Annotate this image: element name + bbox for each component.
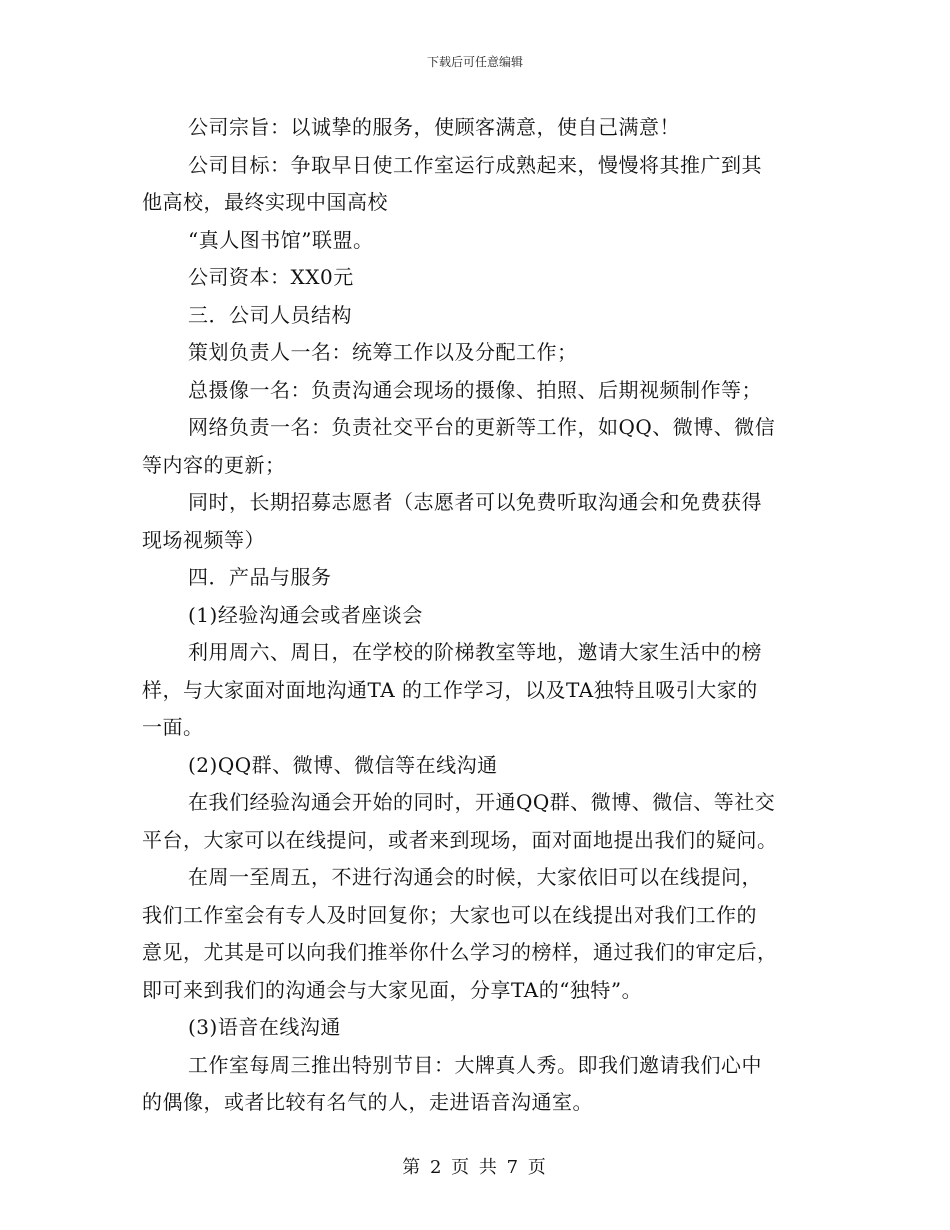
- text-line: (3)语音在线沟通: [188, 1015, 341, 1039]
- document-body: [142, 109, 808, 1122]
- text-line: “真人图书馆”联盟。: [188, 227, 374, 252]
- text-line: 策划负责人一名：统筹工作以及分配工作；: [188, 340, 578, 364]
- text-line: 网络负责一名：负责社交平台的更新等工作，如QQ、微博、微信: [188, 415, 776, 439]
- text-line: 利用周六、周日，在学校的阶梯教室等地，邀请大家生活中的榜: [188, 640, 762, 664]
- text-line: 公司资本：XX0元: [188, 265, 354, 289]
- text-line: 他高校，最终实现中国高校: [142, 190, 388, 214]
- page-footer: 第 2 页 共 7 页: [402, 1157, 548, 1178]
- text-line: 现场视频等）: [142, 527, 265, 552]
- text-line: 总摄像一名：负责沟通会现场的摄像、拍照、后期视频制作等；: [188, 377, 762, 402]
- text-line: 三．公司人员结构: [188, 302, 352, 327]
- text-line: 我们工作室会有专人及时回复你；大家也可以在线提出对我们工作的: [142, 902, 757, 927]
- text-line: 等内容的更新；: [142, 452, 286, 477]
- text-line: 样，与大家面对面地沟通TA 的工作学习，以及TA独特且吸引大家的: [142, 677, 758, 702]
- text-line: 意见，尤其是可以向我们推举你什么学习的榜样，通过我们的审定后，: [142, 940, 778, 964]
- text-line: (1)经验沟通会或者座谈会: [188, 602, 423, 627]
- text-line: 平台，大家可以在线提问，或者来到现场，面对面地提出我们的疑问。: [142, 827, 778, 852]
- page-header: 下载后可任意编辑: [426, 55, 523, 69]
- text-line: 公司宗旨：以诚挚的服务，使顾客满意，使自己满意！: [188, 115, 680, 139]
- text-line: 在我们经验沟通会开始的同时，开通QQ群、微博、微信、等社交: [188, 790, 776, 814]
- text-line: 即可来到我们的沟通会与大家见面，分享TA的“独特”。: [142, 977, 643, 1002]
- text-line: (2)QQ群、微博、微信等在线沟通: [188, 752, 498, 777]
- text-line: 同时，长期招募志愿者（志愿者可以免费听取沟通会和免费获得: [188, 490, 762, 514]
- text-line: 在周一至周五，不进行沟通会的时候，大家依旧可以在线提问，: [188, 865, 762, 889]
- text-line: 公司目标：争取早日使工作室运行成熟起来，慢慢将其推广到其: [188, 152, 762, 177]
- text-line: 四．产品与服务: [188, 565, 332, 589]
- text-line: 工作室每周三推出特别节目：大牌真人秀。即我们邀请我们心中: [188, 1052, 762, 1077]
- text-line: 一面。: [142, 715, 204, 739]
- text-line: 的偶像，或者比较有名气的人，走进语音沟通室。: [142, 1090, 593, 1114]
